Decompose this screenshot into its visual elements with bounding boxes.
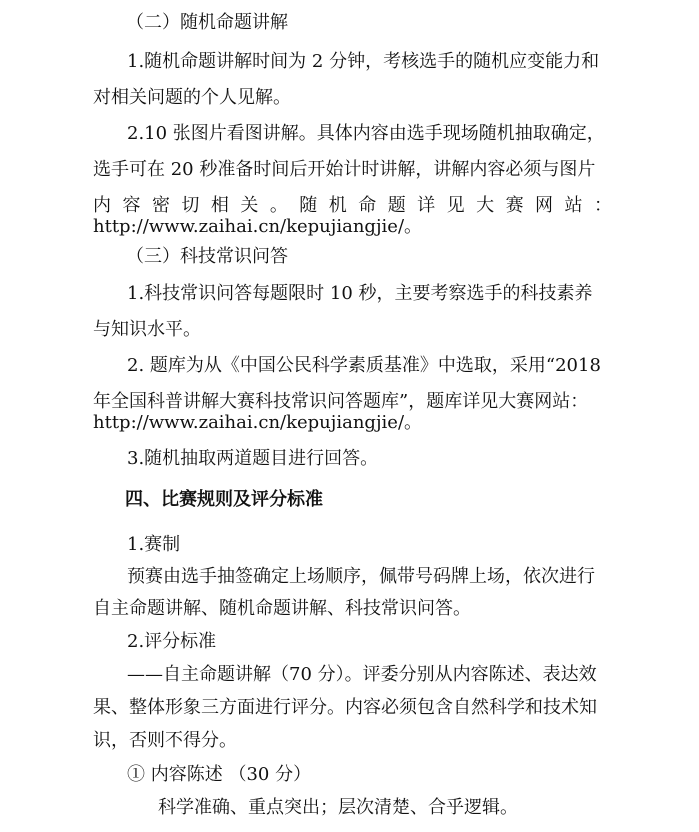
- section-heading-science-quiz: （三）科技常识问答: [126, 246, 288, 267]
- paragraph-line: 2.10 张图片看图讲解。具体内容由选手现场随机抽取确定，: [127, 123, 605, 144]
- subheading-scoring: 2.评分标准: [127, 631, 217, 652]
- url-text: http://www.zaihai.cn/kepujiangjie/。: [93, 412, 423, 433]
- paragraph-line: 1.科技常识问答每题限时 10 秒，主要考察选手的科技素养: [127, 283, 593, 304]
- paragraph-line: ——自主命题讲解（70 分）。评委分别从内容陈述、表达效: [127, 664, 597, 685]
- paragraph-line: 2. 题库为从《中国公民科学素质基准》中选取，采用“2018: [127, 355, 601, 376]
- subheading-format: 1.赛制: [127, 534, 181, 555]
- url-text: http://www.zaihai.cn/kepujiangjie/。: [93, 216, 423, 237]
- paragraph-line: 与知识水平。: [93, 319, 201, 340]
- section-heading-random-topic: （二）随机命题讲解: [126, 12, 288, 33]
- list-item-content-statement: ① 内容陈述 （30 分）: [127, 764, 312, 785]
- paragraph-line: 对相关问题的个人见解。: [93, 87, 291, 108]
- paragraph-line: 选手可在 20 秒准备时间后开始计时讲解，讲解内容必须与图片: [93, 159, 596, 180]
- paragraph-line: 科学准确、重点突出；层次清楚、合乎逻辑。: [158, 797, 518, 818]
- paragraph-line: 1.随机命题讲解时间为 2 分钟，考核选手的随机应变能力和: [127, 51, 600, 72]
- paragraph-line: 果、整体形象三方面进行评分。内容必须包含自然科学和技术知: [93, 697, 597, 718]
- paragraph-line: 年全国科普讲解大赛科技常识问答题库”，题库详见大赛网站：: [93, 391, 589, 412]
- paragraph-line: 3.随机抽取两道题目进行回答。: [127, 448, 379, 469]
- section-heading-rules: 四、比赛规则及评分标准: [125, 489, 323, 510]
- paragraph-line: 识，否则不得分。: [93, 730, 237, 751]
- paragraph-line: 预赛由选手抽签确定上场顺序，佩带号码牌上场，依次进行: [127, 566, 595, 587]
- paragraph-line: 自主命题讲解、随机命题讲解、科技常识问答。: [93, 598, 471, 619]
- paragraph-line: 内 容 密 切 相 关 。 随 机 命 题 详 见 大 赛 网 站 ：: [93, 195, 612, 216]
